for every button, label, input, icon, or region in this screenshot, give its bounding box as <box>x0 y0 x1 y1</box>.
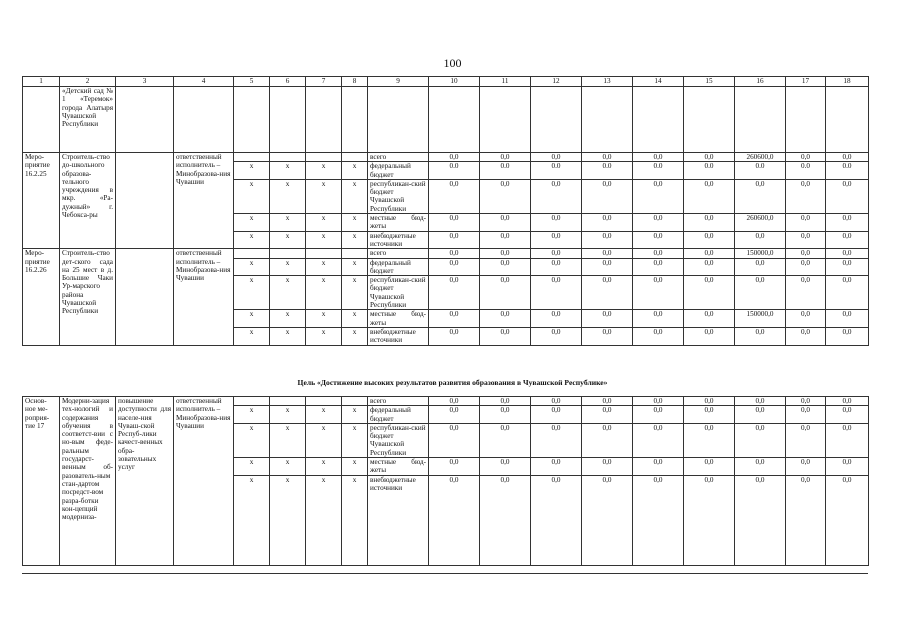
column-header: 3 <box>116 77 174 87</box>
empty-cell <box>342 87 368 153</box>
value-cell: 0,0 <box>429 249 480 258</box>
value-cell: 0,0 <box>684 214 735 232</box>
code-cell: x <box>306 162 342 180</box>
value-cell: 0,0 <box>786 179 826 213</box>
value-cell: 0,0 <box>633 249 684 258</box>
value-cell: 0,0 <box>633 179 684 213</box>
code-cell <box>234 153 270 162</box>
value-cell: 0.0 <box>582 162 633 180</box>
value-cell: 0,0 <box>531 179 582 213</box>
value-cell: 0,0 <box>684 406 735 424</box>
empty-cell <box>684 87 735 153</box>
value-cell: 0,0 <box>531 406 582 424</box>
value-cell: 0,0 <box>582 327 633 345</box>
value-cell: 0,0 <box>684 249 735 258</box>
value-cell: 0,0 <box>735 475 786 565</box>
value-cell: 0,0 <box>429 231 480 249</box>
code-cell <box>270 397 306 406</box>
code-cell: x <box>306 458 342 476</box>
event-name-cell: Строитель-ство дет-ского сада на 25 мест в д. Большие Чаки Ур-марского района Чувашской Республики <box>60 249 116 345</box>
value-cell: 0,0 <box>684 231 735 249</box>
code-cell: x <box>306 231 342 249</box>
funding-source-cell: местные бюд-жеты <box>368 310 429 328</box>
value-cell: 0,0 <box>582 153 633 162</box>
empty-cell <box>735 87 786 153</box>
table-row <box>23 153 869 162</box>
value-cell: 0,0 <box>582 423 633 457</box>
value-cell: 0,0 <box>826 475 869 565</box>
code-cell: x <box>234 423 270 457</box>
value-cell: 0,0 <box>684 327 735 345</box>
value-cell: 0,0 <box>633 327 684 345</box>
value-cell: 0,0 <box>735 458 786 476</box>
column-header: 16 <box>735 77 786 87</box>
value-cell: 0,0 <box>480 231 531 249</box>
code-cell: x <box>270 475 306 565</box>
value-cell: 0,0 <box>684 153 735 162</box>
code-cell: x <box>234 327 270 345</box>
value-cell: 0,0 <box>480 327 531 345</box>
value-cell: 0,0 <box>684 310 735 328</box>
value-cell: 0,0 <box>633 458 684 476</box>
code-cell: x <box>234 276 270 310</box>
column-header: 13 <box>582 77 633 87</box>
value-cell: 0,0 <box>480 458 531 476</box>
code-cell: x <box>270 327 306 345</box>
value-cell: 0,0 <box>480 258 531 276</box>
value-cell: 0,0 <box>826 458 869 476</box>
value-cell: 0,0 <box>786 153 826 162</box>
value-cell: 0,0 <box>633 310 684 328</box>
value-cell: 0,0 <box>684 179 735 213</box>
code-cell <box>342 249 368 258</box>
value-cell: 0,0 <box>633 231 684 249</box>
event-id-cell: Основ-ное ме-роприя-тие 17 <box>23 397 60 566</box>
value-cell: 0.0 <box>735 162 786 180</box>
result-cell <box>116 153 174 249</box>
value-cell: 260600,0 <box>735 153 786 162</box>
code-cell: x <box>306 179 342 213</box>
empty-cell <box>786 87 826 153</box>
value-cell: 0,0 <box>826 258 869 276</box>
funding-source-cell: республикан-ский бюджет Чувашской Республики <box>368 423 429 457</box>
page-number: 100 <box>443 56 462 70</box>
code-cell: x <box>234 162 270 180</box>
code-cell: x <box>306 214 342 232</box>
value-cell: 0,0 <box>429 310 480 328</box>
code-cell: x <box>234 475 270 565</box>
column-header: 2 <box>60 77 116 87</box>
value-cell: 260600,0 <box>735 214 786 232</box>
value-cell: 0,0 <box>582 249 633 258</box>
value-cell: 0,0 <box>735 327 786 345</box>
code-cell: x <box>270 214 306 232</box>
code-cell <box>234 249 270 258</box>
result-cell: повышение доступности для населе-ния Чуваш-ской Респуб-лики качест-венных обра-зовательных услуг <box>116 397 174 566</box>
funding-source-cell: всего <box>368 153 429 162</box>
funding-source-cell: федеральный бюджет <box>368 406 429 424</box>
value-cell: 0,0 <box>480 214 531 232</box>
value-cell: 0,0 <box>531 475 582 565</box>
code-cell: x <box>342 327 368 345</box>
value-cell: 0,0 <box>582 179 633 213</box>
code-cell: x <box>342 214 368 232</box>
value-cell: 0,0 <box>633 153 684 162</box>
value-cell: 0,0 <box>531 397 582 406</box>
table-bottom-rule <box>22 573 868 574</box>
code-cell: x <box>342 276 368 310</box>
value-cell: 150000,0 <box>735 249 786 258</box>
code-cell: x <box>234 231 270 249</box>
code-cell: x <box>306 276 342 310</box>
value-cell: 0,0 <box>786 310 826 328</box>
code-cell: x <box>270 179 306 213</box>
code-cell: x <box>306 310 342 328</box>
code-cell: x <box>270 423 306 457</box>
empty-cell <box>23 87 60 153</box>
value-cell: 0,0 <box>735 276 786 310</box>
value-cell: 0,0 <box>786 475 826 565</box>
code-cell <box>306 249 342 258</box>
value-cell: 0,0 <box>826 179 869 213</box>
value-cell: 0,0 <box>633 276 684 310</box>
code-cell: x <box>270 310 306 328</box>
value-cell: 0,0 <box>531 153 582 162</box>
empty-cell <box>306 87 342 153</box>
value-cell: 0.0 <box>429 162 480 180</box>
column-header: 18 <box>826 77 869 87</box>
column-header: 1 <box>23 77 60 87</box>
value-cell: 0,0 <box>531 310 582 328</box>
value-cell: 0,0 <box>582 310 633 328</box>
value-cell: 0,0 <box>633 475 684 565</box>
column-header: 6 <box>270 77 306 87</box>
column-header: 15 <box>684 77 735 87</box>
value-cell: 0,0 <box>633 406 684 424</box>
value-cell: 0,0 <box>429 458 480 476</box>
column-header: 7 <box>306 77 342 87</box>
code-cell: x <box>342 310 368 328</box>
value-cell: 0,0 <box>480 310 531 328</box>
value-cell: 0,0 <box>826 231 869 249</box>
value-cell: 0,0 <box>684 258 735 276</box>
event-name-cell: Строитель-ство до-школьного образова-тельного учреждения в мкр. «Ра-дужный» г. Чебокса-ры <box>60 153 116 249</box>
value-cell: 0,0 <box>826 249 869 258</box>
value-cell: 0,0 <box>735 231 786 249</box>
code-cell <box>234 397 270 406</box>
value-cell: 0,0 <box>786 458 826 476</box>
code-cell: x <box>342 423 368 457</box>
value-cell: 0,0 <box>786 214 826 232</box>
empty-cell <box>174 87 234 153</box>
code-cell: x <box>306 475 342 565</box>
code-cell: x <box>342 179 368 213</box>
value-cell: 0,0 <box>684 397 735 406</box>
column-header: 12 <box>531 77 582 87</box>
value-cell: 0,0 <box>429 475 480 565</box>
value-cell: 150000,0 <box>735 310 786 328</box>
code-cell: x <box>234 310 270 328</box>
value-cell: 0,0 <box>786 249 826 258</box>
funding-source-cell: местные бюд-жеты <box>368 214 429 232</box>
value-cell: 0,0 <box>531 231 582 249</box>
executor-cell: ответственный исполнитель – Минобразова-ния Чувашии <box>174 249 234 345</box>
value-cell: 0,0 <box>582 406 633 424</box>
empty-cell <box>531 87 582 153</box>
value-cell: 0,0 <box>480 249 531 258</box>
value-cell: 0,0 <box>826 214 869 232</box>
value-cell: 0,0 <box>633 258 684 276</box>
code-cell: x <box>234 179 270 213</box>
empty-cell <box>633 87 684 153</box>
value-cell: 0,0 <box>480 423 531 457</box>
funding-source-cell: местные бюд-жеты <box>368 458 429 476</box>
value-cell: 0,0 <box>480 475 531 565</box>
empty-cell <box>368 87 429 153</box>
value-cell: 0,0 <box>684 458 735 476</box>
event-name-cell: Модерни-зация тех-нологий и содержания обучения в соответст-вии с но-вым феде-ральным государст-венным об-разователь-ным стан-дартом посредст-вом разра-ботки кон-цепций модерниза- <box>60 397 116 566</box>
value-cell: 0,0 <box>480 153 531 162</box>
value-cell: 0,0 <box>786 231 826 249</box>
code-cell: x <box>234 458 270 476</box>
empty-cell <box>116 87 174 153</box>
empty-cell <box>480 87 531 153</box>
code-cell: x <box>342 406 368 424</box>
executor-cell: ответственный исполнитель – Минобразова-ния Чувашии <box>174 153 234 249</box>
table-row <box>23 397 869 406</box>
value-cell: 0,0 <box>531 423 582 457</box>
code-cell: x <box>342 475 368 565</box>
value-cell: 0,0 <box>480 406 531 424</box>
value-cell: 0,0 <box>531 214 582 232</box>
value-cell: 0,0 <box>582 258 633 276</box>
value-cell: 0,0 <box>582 397 633 406</box>
value-cell: 0,0 <box>429 179 480 213</box>
value-cell: 0.0 <box>826 162 869 180</box>
value-cell: 0,0 <box>786 406 826 424</box>
code-cell: x <box>234 406 270 424</box>
value-cell: 0,0 <box>633 214 684 232</box>
funding-source-cell: всего <box>368 397 429 406</box>
code-cell: x <box>270 231 306 249</box>
value-cell: 0,0 <box>582 214 633 232</box>
value-cell: 0,0 <box>429 406 480 424</box>
value-cell: 0,0 <box>429 276 480 310</box>
object-name-cell: «Детский сад № 1 «Теремок» города Алатыря Чувашской Республики <box>60 87 116 153</box>
funding-source-cell: федеральный бюджет <box>368 162 429 180</box>
value-cell: 0,0 <box>480 179 531 213</box>
code-cell <box>342 153 368 162</box>
value-cell: 0,0 <box>786 423 826 457</box>
value-cell: 0,0 <box>826 153 869 162</box>
value-cell: 0,0 <box>633 397 684 406</box>
code-cell: x <box>270 406 306 424</box>
code-cell: x <box>306 258 342 276</box>
budget-table-top <box>22 76 869 346</box>
value-cell: 0,0 <box>826 406 869 424</box>
event-id-cell: Меро-приятие 16.2.26 <box>23 249 60 345</box>
value-cell: 0,0 <box>826 327 869 345</box>
executor-cell: ответственный исполнитель – Минобразова-ния Чувашии <box>174 397 234 566</box>
value-cell: 0,0 <box>826 310 869 328</box>
value-cell: 0,0 <box>582 458 633 476</box>
value-cell: 0,0 <box>531 276 582 310</box>
table-row <box>23 87 869 153</box>
empty-cell <box>582 87 633 153</box>
code-cell <box>306 153 342 162</box>
value-cell: 0,0 <box>531 327 582 345</box>
funding-source-cell: республикан-ский бюджет Чувашской Республики <box>368 179 429 213</box>
value-cell: 0.0 <box>633 162 684 180</box>
value-cell: 0,0 <box>735 423 786 457</box>
funding-source-cell: федеральный бюджет <box>368 258 429 276</box>
code-cell: x <box>342 162 368 180</box>
code-cell: x <box>342 458 368 476</box>
column-header: 5 <box>234 77 270 87</box>
value-cell: 0,0 <box>826 397 869 406</box>
event-id-cell: Меро-приятие 16.2.25 <box>23 153 60 249</box>
value-cell: 0.0 <box>480 162 531 180</box>
value-cell: 0,0 <box>826 423 869 457</box>
code-cell: x <box>342 231 368 249</box>
funding-source-cell: внебюджетные источники <box>368 475 429 565</box>
value-cell: 0,0 <box>735 397 786 406</box>
budget-table-bottom <box>22 396 869 566</box>
empty-cell <box>826 87 869 153</box>
value-cell: 0.0 <box>786 162 826 180</box>
funding-source-cell: республикан-ский бюджет Чувашской Республики <box>368 276 429 310</box>
column-header: 11 <box>480 77 531 87</box>
value-cell: 0,0 <box>582 276 633 310</box>
header-row <box>23 77 869 87</box>
table-row <box>23 249 869 258</box>
column-header: 9 <box>368 77 429 87</box>
funding-source-cell: всего <box>368 249 429 258</box>
empty-cell <box>234 87 270 153</box>
value-cell: 0,0 <box>429 214 480 232</box>
empty-cell <box>270 87 306 153</box>
column-header: 14 <box>633 77 684 87</box>
goal-title: Цель «Достижение высоких результатов развития образования в Чувашской Республике» <box>297 378 608 387</box>
code-cell: x <box>306 423 342 457</box>
code-cell <box>270 249 306 258</box>
value-cell: 0,0 <box>531 249 582 258</box>
value-cell: 0,0 <box>480 276 531 310</box>
value-cell: 0.0 <box>684 162 735 180</box>
value-cell: 0,0 <box>429 397 480 406</box>
code-cell: x <box>270 276 306 310</box>
result-cell <box>116 249 174 345</box>
empty-cell <box>429 87 480 153</box>
code-cell: x <box>306 327 342 345</box>
column-header: 4 <box>174 77 234 87</box>
value-cell: 0,0 <box>684 475 735 565</box>
value-cell: 0,0 <box>735 406 786 424</box>
value-cell: 0,0 <box>684 276 735 310</box>
value-cell: 0,0 <box>429 423 480 457</box>
value-cell: 0,0 <box>582 475 633 565</box>
value-cell: 0,0 <box>429 153 480 162</box>
code-cell: x <box>234 258 270 276</box>
value-cell: 0,0 <box>786 276 826 310</box>
column-header: 10 <box>429 77 480 87</box>
funding-source-cell: внебюджетные источники <box>368 231 429 249</box>
column-header: 17 <box>786 77 826 87</box>
value-cell: 0,0 <box>531 258 582 276</box>
value-cell: 0,0 <box>735 179 786 213</box>
column-header: 8 <box>342 77 368 87</box>
code-cell: x <box>270 458 306 476</box>
value-cell: 0,0 <box>735 258 786 276</box>
value-cell: 0,0 <box>633 423 684 457</box>
code-cell <box>342 397 368 406</box>
value-cell: 0,0 <box>480 397 531 406</box>
value-cell: 0.0 <box>531 162 582 180</box>
value-cell: 0,0 <box>786 327 826 345</box>
value-cell: 0,0 <box>429 327 480 345</box>
code-cell <box>270 153 306 162</box>
funding-source-cell: внебюджетные источники <box>368 327 429 345</box>
value-cell: 0,0 <box>531 458 582 476</box>
value-cell: 0,0 <box>582 231 633 249</box>
value-cell: 0,0 <box>429 258 480 276</box>
code-cell <box>306 397 342 406</box>
code-cell: x <box>270 162 306 180</box>
code-cell: x <box>234 214 270 232</box>
value-cell: 0,0 <box>786 258 826 276</box>
code-cell: x <box>270 258 306 276</box>
code-cell: x <box>342 258 368 276</box>
value-cell: 0,0 <box>826 276 869 310</box>
code-cell: x <box>306 406 342 424</box>
value-cell: 0,0 <box>684 423 735 457</box>
value-cell: 0,0 <box>786 397 826 406</box>
